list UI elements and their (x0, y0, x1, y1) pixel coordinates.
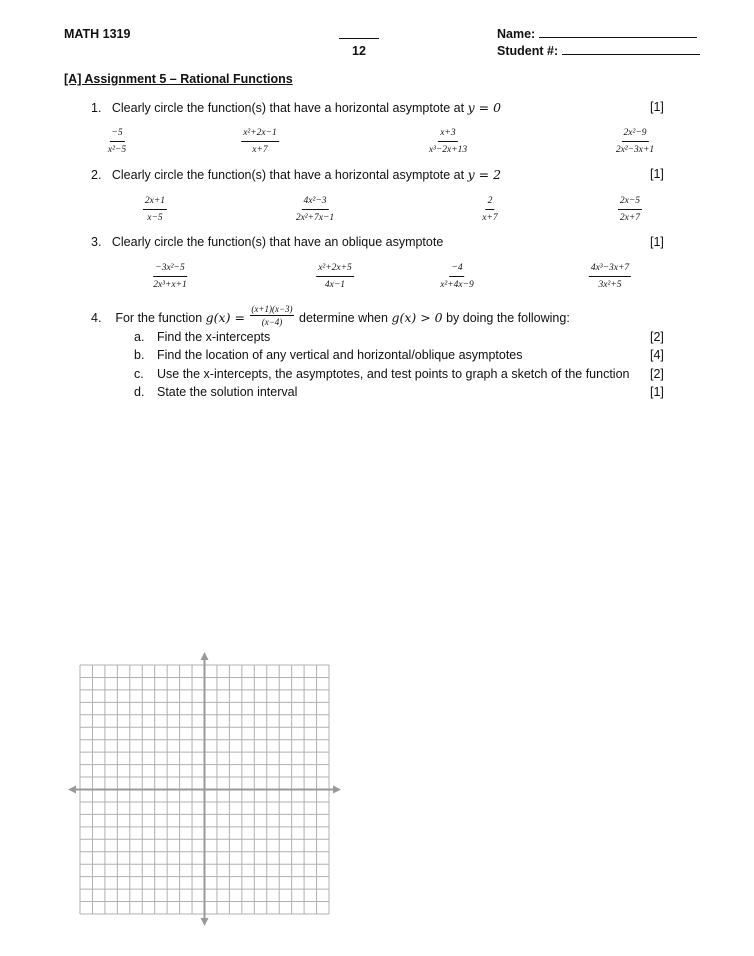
name-label: Name: (497, 27, 536, 41)
course-code: MATH 1319 (64, 27, 131, 41)
asymptote-equation: y = 2 (467, 167, 502, 182)
function-label: g(x) = (205, 309, 245, 325)
numerator: x+3 (438, 128, 457, 142)
arrow-up-icon (201, 652, 209, 660)
numerator: −4 (449, 263, 464, 277)
numerator: 2x²−9 (622, 128, 649, 142)
question-text: Clearly circle the function(s) that have a horizontal asymptote at (111, 168, 468, 182)
denominator: x+7 (252, 145, 268, 155)
question-number: 4. (91, 310, 102, 325)
denominator: 2x³+x+1 (153, 280, 187, 290)
question-number: 2. (91, 168, 102, 182)
denominator: 3x²+5 (598, 280, 622, 290)
part-letter: a. (134, 330, 145, 344)
denominator: 2x²−3x+1 (615, 145, 655, 155)
denominator: 2x+7 (619, 213, 641, 223)
denominator: (x−4) (261, 317, 283, 327)
part-letter: b. (134, 348, 145, 363)
numerator: 2 (486, 196, 495, 210)
arrow-right-icon (333, 786, 341, 794)
denominator: x²−5 (107, 145, 127, 155)
marks: [1] (650, 167, 664, 181)
numerator: 2x+1 (143, 196, 167, 210)
marks: [1] (650, 100, 664, 114)
part-text: Use the x-intercepts, the asymptotes, and test points to graph a sketch of the function (157, 366, 630, 381)
score-total: 12 (352, 44, 366, 58)
marks: [1] (650, 235, 664, 249)
arrow-down-icon (201, 918, 209, 926)
assignment-title: [A] Assignment 5 – Rational Functions (64, 72, 293, 86)
part-text: Find the location of any vertical and horizontal/oblique asymptotes (157, 348, 523, 363)
question-text: Clearly circle the function(s) that have a horizontal asymptote at (111, 101, 468, 115)
student-number-label: Student #: (497, 44, 559, 58)
denominator: 4x−1 (324, 280, 346, 290)
question-text: by doing the following: (442, 310, 570, 325)
numerator: −5 (109, 128, 124, 142)
denominator: x+7 (482, 213, 498, 223)
denominator: x−5 (147, 213, 163, 223)
numerator: 4x²−3 (302, 196, 329, 210)
asymptote-equation: y = 0 (467, 100, 502, 115)
numerator: −3x²−5 (153, 263, 186, 277)
arrow-left-icon (68, 786, 76, 794)
numerator: x²+2x+5 (316, 263, 354, 277)
marks: [2] (650, 366, 664, 381)
part-letter: d. (134, 384, 145, 399)
question-text: For the function (115, 310, 206, 325)
part-letter: c. (134, 366, 144, 381)
denominator: 2x²+7x−1 (295, 213, 335, 223)
marks: [4] (650, 348, 664, 363)
condition: g(x) > 0 (391, 309, 443, 325)
question-text: Clearly circle the function(s) that have an oblique asymptote (111, 235, 444, 249)
question-number: 1. (91, 101, 102, 115)
numerator: (x+1)(x−3) (251, 304, 293, 314)
numerator: 2x−5 (618, 196, 642, 210)
denominator: x³−2x+13 (428, 145, 468, 155)
question-number: 3. (91, 235, 102, 249)
numerator: x²+2x−1 (241, 128, 279, 142)
part-text: State the solution interval (157, 384, 298, 399)
marks: [1] (650, 384, 664, 399)
question-text: determine when (295, 310, 392, 325)
numerator: 4x³−3x+7 (589, 263, 631, 277)
part-text: Find the x-intercepts (157, 330, 271, 344)
denominator: x²+4x−9 (440, 280, 474, 290)
marks: [2] (650, 330, 664, 344)
